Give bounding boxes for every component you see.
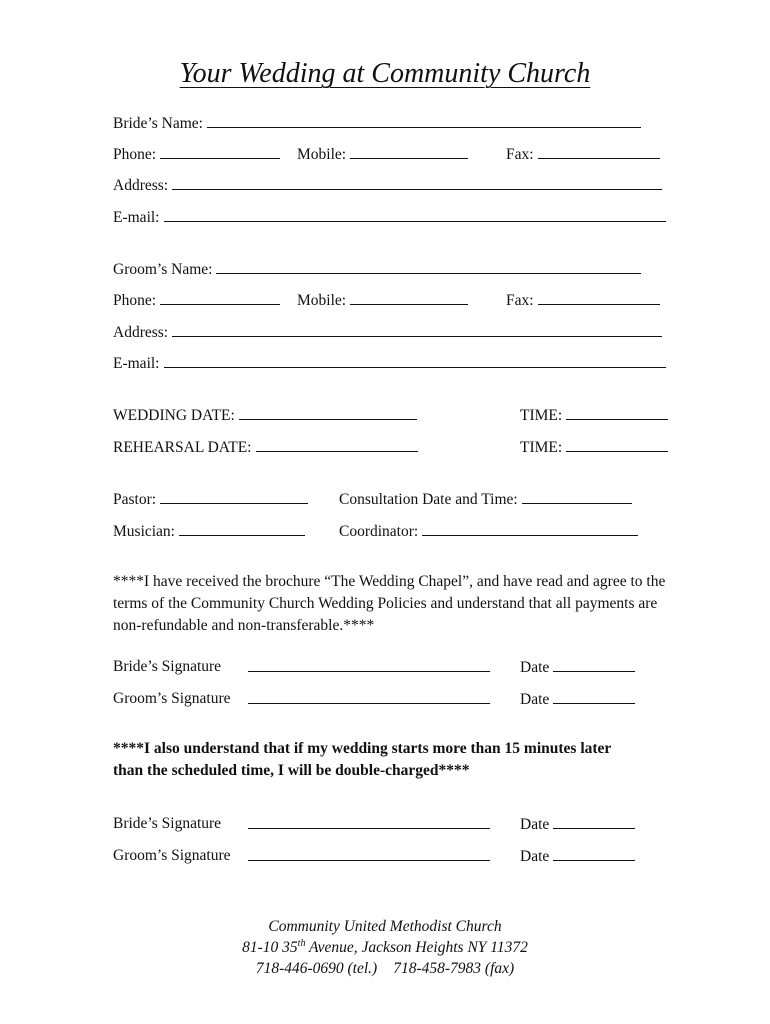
bride-date-2-row xyxy=(520,814,635,835)
bride-mobile-label: Mobile: xyxy=(297,146,347,163)
groom-fax-wrap xyxy=(506,290,660,311)
form-title: Your Wedding at Community Church xyxy=(179,58,591,89)
coordinator-row xyxy=(339,521,638,542)
pastor-row xyxy=(113,489,308,510)
bride-email-row xyxy=(113,207,666,228)
bride-fax-field[interactable] xyxy=(538,144,660,159)
wedding-date-row xyxy=(113,405,417,426)
wedding-date-label: WEDDING DATE: xyxy=(113,407,235,424)
consultation-row xyxy=(339,489,632,510)
groom-name-row xyxy=(113,259,641,280)
groom-signature-2-field[interactable] xyxy=(248,846,490,861)
bride-name-field[interactable] xyxy=(207,113,641,128)
groom-signature-1-label: Groom’s Signature xyxy=(113,690,231,707)
wedding-time-row xyxy=(520,405,668,426)
bride-address-field[interactable] xyxy=(172,175,662,190)
bride-signature-1-wrap xyxy=(248,657,490,678)
bride-fax-label: Fax: xyxy=(506,146,534,163)
groom-name-field[interactable] xyxy=(216,259,641,274)
groom-date-2-label: Date xyxy=(520,848,550,865)
groom-fax-field[interactable] xyxy=(538,290,660,305)
groom-fax-label: Fax: xyxy=(506,292,534,309)
groom-phone-wrap xyxy=(113,290,280,311)
bride-signature-2-field[interactable] xyxy=(248,814,490,829)
agreement-paragraph-2: ****I also understand that if my wedding starts more than 15 minutes later than the scheduled time, I will be double-charged**** xyxy=(113,740,612,779)
musician-field[interactable] xyxy=(179,521,305,536)
rehearsal-date-row xyxy=(113,437,418,458)
bride-email-field[interactable] xyxy=(164,207,666,222)
footer-address-pre: 81-10 35 xyxy=(242,939,298,956)
bride-signature-1-field[interactable] xyxy=(248,657,490,672)
bride-phone-field[interactable] xyxy=(160,144,280,159)
groom-phone-field[interactable] xyxy=(160,290,280,305)
wedding-time-label: TIME: xyxy=(520,407,563,424)
bride-date-1-label: Date xyxy=(520,659,550,676)
groom-mobile-label: Mobile: xyxy=(297,292,347,309)
bride-date-2-label: Date xyxy=(520,816,550,833)
coordinator-label: Coordinator: xyxy=(339,523,419,540)
groom-mobile-wrap xyxy=(297,290,468,311)
rehearsal-date-field[interactable] xyxy=(256,437,418,452)
footer-contact xyxy=(0,958,770,979)
agreement-paragraph-1: ****I have received the brochure “The Wedding Chapel”, and have read and agree to the terms of the Community Church Wedding Policies and understand that all payments are non-refundable and non-transferable.**** xyxy=(113,573,666,634)
groom-address-label: Address: xyxy=(113,324,169,341)
footer-fax: 718-458-7983 (fax) xyxy=(393,960,515,977)
wedding-date-field[interactable] xyxy=(239,405,417,420)
footer-church-name: Community United Methodist Church xyxy=(268,918,502,935)
groom-mobile-field[interactable] xyxy=(350,290,468,305)
groom-signature-2-wrap xyxy=(248,846,490,867)
groom-email-field[interactable] xyxy=(164,353,666,368)
musician-label: Musician: xyxy=(113,523,175,540)
bride-date-1-row xyxy=(520,657,635,678)
groom-address-row xyxy=(113,322,662,343)
musician-row xyxy=(113,521,305,542)
groom-email-label: E-mail: xyxy=(113,355,160,372)
bride-mobile-wrap xyxy=(297,144,468,165)
groom-date-2-row xyxy=(520,846,635,867)
groom-date-1-field[interactable] xyxy=(553,689,635,704)
groom-phone-label: Phone: xyxy=(113,292,157,309)
groom-email-row xyxy=(113,353,666,374)
groom-signature-1-field[interactable] xyxy=(248,689,490,704)
footer-tel: 718-446-0690 (tel.) xyxy=(255,960,378,977)
bride-address-row xyxy=(113,175,662,196)
bride-signature-2-wrap xyxy=(248,814,490,835)
rehearsal-time-field[interactable] xyxy=(566,437,668,452)
bride-mobile-field[interactable] xyxy=(350,144,468,159)
groom-date-2-field[interactable] xyxy=(553,846,635,861)
consultation-field[interactable] xyxy=(522,489,632,504)
bride-phone-label-wrap xyxy=(113,144,280,165)
groom-date-1-label: Date xyxy=(520,691,550,708)
groom-name-label: Groom’s Name: xyxy=(113,261,213,278)
bride-signature-1-label: Bride’s Signature xyxy=(113,658,222,675)
pastor-label: Pastor: xyxy=(113,491,157,508)
coordinator-field[interactable] xyxy=(422,521,638,536)
groom-signature-2-label: Groom’s Signature xyxy=(113,847,231,864)
bride-fax-wrap xyxy=(506,144,660,165)
rehearsal-date-label: REHEARSAL DATE: xyxy=(113,439,252,456)
wedding-time-field[interactable] xyxy=(566,405,668,420)
pastor-field[interactable] xyxy=(160,489,308,504)
bride-name-label: Bride’s Name: xyxy=(113,115,203,132)
bride-date-2-field[interactable] xyxy=(553,814,635,829)
bride-name-row xyxy=(113,113,641,134)
bride-address-label: Address: xyxy=(113,177,169,194)
groom-address-field[interactable] xyxy=(172,322,662,337)
footer-address-sup: th xyxy=(297,937,306,949)
footer-address-post: Avenue, Jackson Heights NY 11372 xyxy=(305,939,528,956)
rehearsal-time-label: TIME: xyxy=(520,439,563,456)
bride-email-label: E-mail: xyxy=(113,209,160,226)
footer-address xyxy=(0,937,770,958)
consultation-label: Consultation Date and Time: xyxy=(339,491,518,508)
groom-signature-1-wrap xyxy=(248,689,490,710)
bride-phone-label: Phone: xyxy=(113,146,157,163)
rehearsal-time-row xyxy=(520,437,668,458)
bride-date-1-field[interactable] xyxy=(553,657,635,672)
groom-date-1-row xyxy=(520,689,635,710)
bride-signature-2-label: Bride’s Signature xyxy=(113,815,222,832)
